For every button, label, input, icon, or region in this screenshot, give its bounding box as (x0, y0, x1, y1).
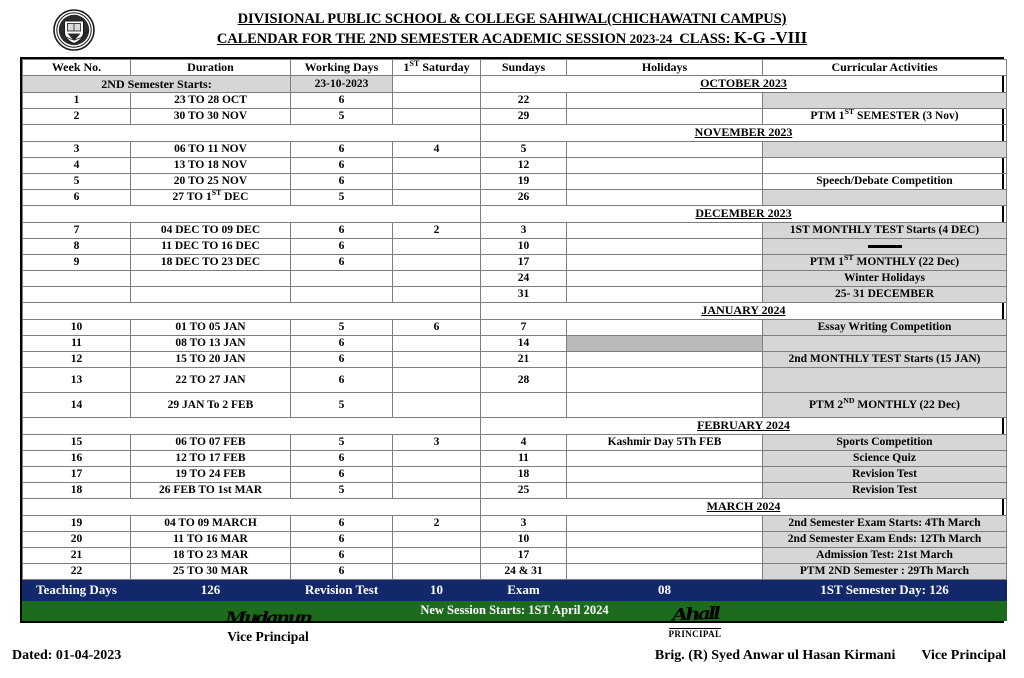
cell-duration: 29 JAN To 2 FEB (131, 393, 291, 418)
cell-working-days: 5 (291, 435, 393, 451)
cell-activity: 1ST MONTHLY TEST Starts (4 DEC) (763, 223, 1007, 239)
cell-activity: Revision Test (763, 483, 1007, 499)
cell-sundays: 31 (481, 287, 567, 303)
table-row (23, 435, 1007, 451)
document-header (0, 0, 1024, 56)
cell-holidays (567, 336, 763, 352)
cell-duration: 18 TO 23 MAR (131, 548, 291, 564)
cell-activity: PTM 2ND Semester : 29Th March (763, 564, 1007, 580)
footer-signatories (655, 648, 1006, 664)
title-block (0, 10, 1024, 48)
vice-principal-signature-block (178, 608, 358, 645)
cell-first-saturday: 2 (393, 223, 481, 239)
cell-week: 9 (23, 255, 131, 271)
cell-working-days: 6 (291, 93, 393, 109)
dated-label: Dated: 01-04-2023 (12, 648, 122, 663)
cell-week (23, 287, 131, 303)
signature-mark-icon: Mudanun (225, 608, 311, 628)
academic-session: 2023-24 (629, 31, 673, 46)
col-header-holidays: Holidays (567, 60, 763, 76)
summary-teaching-days-value: 126 (131, 580, 291, 601)
table-header (23, 60, 1007, 76)
month-separator-january (23, 303, 1007, 320)
cell-working-days: 6 (291, 352, 393, 368)
cell-first-saturday (393, 532, 481, 548)
cell-sundays: 11 (481, 451, 567, 467)
table-row (23, 158, 1007, 174)
cell-sundays: 10 (481, 239, 567, 255)
cell-working-days: 6 (291, 239, 393, 255)
summary-exam-value: 08 (567, 580, 763, 601)
class-value: K-G -VIII (733, 28, 808, 47)
cell-first-saturday (393, 174, 481, 190)
cell-activity: Sports Competition (763, 435, 1007, 451)
cell-week: 4 (23, 158, 131, 174)
table-row (23, 174, 1007, 190)
cell-first-saturday (393, 393, 481, 418)
cell-week: 2 (23, 109, 131, 125)
cell-working-days: 6 (291, 451, 393, 467)
cell-holidays (567, 255, 763, 271)
table-row (23, 467, 1007, 483)
cell-working-days: 6 (291, 368, 393, 393)
col-header-first-saturday: 1ST Saturday (393, 60, 481, 76)
school-name: DIVISIONAL PUBLIC SCHOOL & COLLEGE SAHIWAL(CHICHAWATNI CAMPUS) (237, 11, 787, 27)
cell-first-saturday (393, 109, 481, 125)
cell-working-days: 6 (291, 223, 393, 239)
cell-working-days: 5 (291, 109, 393, 125)
summary-revision-test-value: 10 (393, 580, 481, 601)
cell-week: 5 (23, 174, 131, 190)
calendar-subtitle (0, 29, 1024, 48)
cell-activity (763, 142, 1007, 158)
month-header-january: JANUARY 2024 (481, 303, 1007, 320)
cell-working-days: 6 (291, 516, 393, 532)
month-separator-december (23, 206, 1007, 223)
table-row (23, 516, 1007, 532)
cell-holidays (567, 287, 763, 303)
cell-first-saturday (393, 467, 481, 483)
cell-activity (763, 336, 1007, 352)
month-separator-march (23, 499, 1007, 516)
cell-activity: Winter Holidays (763, 271, 1007, 287)
cell-holidays (567, 158, 763, 174)
summary-first-semester-day: 1ST Semester Day: 126 (763, 580, 1007, 601)
cell-holidays (567, 271, 763, 287)
cell-holidays (567, 532, 763, 548)
cell-activity: Science Quiz (763, 451, 1007, 467)
cell-working-days (291, 271, 393, 287)
cell-duration: 25 TO 30 MAR (131, 564, 291, 580)
cell-sundays: 7 (481, 320, 567, 336)
cell-week: 7 (23, 223, 131, 239)
cell-holidays (567, 109, 763, 125)
document-footer (0, 602, 1024, 678)
month-header-november: NOVEMBER 2023 (481, 125, 1007, 142)
semester-start-spacer (393, 76, 481, 93)
cell-sundays: 3 (481, 223, 567, 239)
cell-activity: PTM 1ST MONTHLY (22 Dec) (763, 255, 1007, 271)
cell-first-saturday (393, 548, 481, 564)
cell-holidays (567, 483, 763, 499)
cell-activity: 2nd MONTHLY TEST Starts (15 JAN) (763, 352, 1007, 368)
cell-duration: 06 TO 11 NOV (131, 142, 291, 158)
cell-sundays: 26 (481, 190, 567, 206)
summary-revision-test-label: Revision Test (291, 580, 393, 601)
month-header-march: MARCH 2024 (481, 499, 1007, 516)
cell-duration: 11 DEC TO 16 DEC (131, 239, 291, 255)
semester-start-label: 2ND Semester Starts: (23, 76, 291, 93)
cell-holidays (567, 516, 763, 532)
cell-duration: 20 TO 25 NOV (131, 174, 291, 190)
cell-holidays (567, 548, 763, 564)
underline-mark-icon (868, 245, 902, 248)
principal-signature-mark-icon: Ahall (671, 602, 719, 625)
month-spacer (23, 418, 481, 435)
cell-first-saturday (393, 336, 481, 352)
cell-sundays: 12 (481, 158, 567, 174)
col-header-duration: Duration (131, 60, 291, 76)
cell-holidays (567, 142, 763, 158)
cell-sundays: 24 (481, 271, 567, 287)
cell-working-days: 6 (291, 564, 393, 580)
cell-working-days: 6 (291, 467, 393, 483)
cell-working-days: 5 (291, 320, 393, 336)
cell-working-days: 6 (291, 158, 393, 174)
cell-holidays (567, 393, 763, 418)
cell-first-saturday: 2 (393, 516, 481, 532)
cell-week (23, 271, 131, 287)
cell-first-saturday (393, 93, 481, 109)
new-session-text: New Session Starts: 1ST April 2024 (23, 601, 1007, 621)
cell-duration (131, 271, 291, 287)
cell-activity: Essay Writing Competition (763, 320, 1007, 336)
month-separator-november (23, 125, 1007, 142)
cell-duration (131, 287, 291, 303)
cell-sundays: 21 (481, 352, 567, 368)
cell-week: 22 (23, 564, 131, 580)
table-row (23, 142, 1007, 158)
table-row (23, 352, 1007, 368)
table-body (23, 76, 1007, 621)
cell-sundays: 19 (481, 174, 567, 190)
calendar-subtitle-main: CALENDAR FOR THE 2ND SEMESTER ACADEMIC SESSION (216, 31, 627, 47)
semester-start-date: 23-10-2023 (291, 76, 393, 93)
cell-activity: 2nd Semester Exam Starts: 4Th March (763, 516, 1007, 532)
cell-activity (763, 368, 1007, 393)
month-spacer (23, 206, 481, 223)
month-spacer (23, 303, 481, 320)
cell-activity: PTM 2ND MONTHLY (22 Dec) (763, 393, 1007, 418)
cell-duration: 01 TO 05 JAN (131, 320, 291, 336)
cell-activity (763, 190, 1007, 206)
principal-stamp-label: PRINCIPAL (668, 629, 722, 639)
cell-holidays (567, 564, 763, 580)
cell-duration: 06 TO 07 FEB (131, 435, 291, 451)
vice-principal-name: Vice Principal (921, 648, 1006, 663)
table-row (23, 548, 1007, 564)
cell-duration: 19 TO 24 FEB (131, 467, 291, 483)
cell-sundays: 3 (481, 516, 567, 532)
table-row (23, 287, 1007, 303)
cell-first-saturday (393, 271, 481, 287)
cell-holidays (567, 368, 763, 393)
table-row (23, 271, 1007, 287)
cell-sundays: 4 (481, 435, 567, 451)
cell-activity: Revision Test (763, 467, 1007, 483)
cell-sundays: 14 (481, 336, 567, 352)
cell-first-saturday: 6 (393, 320, 481, 336)
cell-week: 16 (23, 451, 131, 467)
cell-sundays: 24 & 31 (481, 564, 567, 580)
summary-row (23, 580, 1007, 601)
col-header-sundays: Sundays (481, 60, 567, 76)
vice-principal-caption: Vice Principal (227, 629, 309, 644)
cell-activity: 25- 31 DECEMBER (763, 287, 1007, 303)
month-header-february: FEBRUARY 2024 (481, 418, 1007, 435)
cell-week: 20 (23, 532, 131, 548)
table-row (23, 393, 1007, 418)
cell-sundays: 28 (481, 368, 567, 393)
cell-first-saturday (393, 368, 481, 393)
cell-duration: 27 TO 1ST DEC (131, 190, 291, 206)
cell-duration: 04 TO 09 MARCH (131, 516, 291, 532)
cell-first-saturday (393, 255, 481, 271)
cell-duration: 08 TO 13 JAN (131, 336, 291, 352)
cell-holidays (567, 451, 763, 467)
col-header-working-days: Working Days (291, 60, 393, 76)
month-spacer (23, 499, 481, 516)
cell-first-saturday (393, 451, 481, 467)
cell-duration: 26 FEB TO 1st MAR (131, 483, 291, 499)
month-header-december: DECEMBER 2023 (481, 206, 1007, 223)
table-row (23, 368, 1007, 393)
table-row (23, 483, 1007, 499)
cell-week: 8 (23, 239, 131, 255)
cell-working-days: 6 (291, 548, 393, 564)
month-separator-february (23, 418, 1007, 435)
cell-duration: 15 TO 20 JAN (131, 352, 291, 368)
cell-first-saturday: 4 (393, 142, 481, 158)
col-header-curricular-activities: Curricular Activities (763, 60, 1007, 76)
cell-first-saturday (393, 158, 481, 174)
cell-holidays (567, 352, 763, 368)
cell-holidays (567, 239, 763, 255)
cell-activity (763, 239, 1007, 255)
cell-holidays (567, 320, 763, 336)
summary-teaching-days-label: Teaching Days (23, 580, 131, 601)
cell-duration: 12 TO 17 FEB (131, 451, 291, 467)
cell-duration: 04 DEC TO 09 DEC (131, 223, 291, 239)
cell-working-days: 5 (291, 393, 393, 418)
table-row (23, 532, 1007, 548)
cell-duration: 22 TO 27 JAN (131, 368, 291, 393)
cell-working-days: 5 (291, 483, 393, 499)
cell-sundays: 25 (481, 483, 567, 499)
cell-activity: Speech/Debate Competition (763, 174, 1007, 190)
cell-working-days: 6 (291, 174, 393, 190)
cell-week: 18 (23, 483, 131, 499)
table-row (23, 336, 1007, 352)
cell-activity: PTM 1ST SEMESTER (3 Nov) (763, 109, 1007, 125)
cell-duration: 11 TO 16 MAR (131, 532, 291, 548)
cell-holidays (567, 467, 763, 483)
cell-first-saturday (393, 287, 481, 303)
cell-working-days: 6 (291, 255, 393, 271)
cell-holidays (567, 93, 763, 109)
cell-activity: 2nd Semester Exam Ends: 12Th March (763, 532, 1007, 548)
table-row (23, 239, 1007, 255)
cell-week: 19 (23, 516, 131, 532)
cell-duration: 23 TO 28 OCT (131, 93, 291, 109)
summary-exam-label: Exam (481, 580, 567, 601)
academic-calendar-table (22, 59, 1007, 621)
table-row (23, 564, 1007, 580)
principal-signature-block (600, 604, 790, 642)
table-row (23, 93, 1007, 109)
cell-holidays (567, 223, 763, 239)
cell-first-saturday (393, 352, 481, 368)
cell-activity (763, 93, 1007, 109)
cell-activity (763, 158, 1007, 174)
cell-week: 10 (23, 320, 131, 336)
cell-week: 6 (23, 190, 131, 206)
cell-working-days: 6 (291, 532, 393, 548)
cell-week: 11 (23, 336, 131, 352)
cell-week: 13 (23, 368, 131, 393)
month-header-october: OCTOBER 2023 (481, 76, 1007, 93)
semester-start-row (23, 76, 1007, 93)
cell-sundays: 10 (481, 532, 567, 548)
cell-week: 21 (23, 548, 131, 564)
cell-holidays: Kashmir Day 5Th FEB (567, 435, 763, 451)
cell-week: 17 (23, 467, 131, 483)
cell-working-days (291, 287, 393, 303)
cell-first-saturday (393, 564, 481, 580)
cell-holidays (567, 174, 763, 190)
cell-activity: Admission Test: 21st March (763, 548, 1007, 564)
cell-duration: 18 DEC TO 23 DEC (131, 255, 291, 271)
class-label: CLASS: (679, 31, 731, 47)
cell-first-saturday (393, 239, 481, 255)
table-row (23, 223, 1007, 239)
cell-holidays (567, 190, 763, 206)
cell-week: 1 (23, 93, 131, 109)
cell-duration: 13 TO 18 NOV (131, 158, 291, 174)
cell-week: 15 (23, 435, 131, 451)
principal-name: Brig. (R) Syed Anwar ul Hasan Kirmani (654, 648, 896, 663)
cell-week: 14 (23, 393, 131, 418)
cell-sundays: 22 (481, 93, 567, 109)
academic-calendar-table-container (20, 57, 1004, 623)
col-header-week: Week No. (23, 60, 131, 76)
month-spacer (23, 125, 481, 142)
table-row (23, 190, 1007, 206)
table-row (23, 451, 1007, 467)
cell-first-saturday (393, 483, 481, 499)
table-row (23, 320, 1007, 336)
cell-sundays: 17 (481, 255, 567, 271)
header-row (23, 60, 1007, 76)
cell-week: 12 (23, 352, 131, 368)
table-row (23, 255, 1007, 271)
cell-week: 3 (23, 142, 131, 158)
cell-first-saturday (393, 190, 481, 206)
table-row (23, 109, 1007, 125)
cell-sundays: 18 (481, 467, 567, 483)
cell-working-days: 6 (291, 142, 393, 158)
cell-duration: 30 TO 30 NOV (131, 109, 291, 125)
cell-first-saturday: 3 (393, 435, 481, 451)
cell-working-days: 5 (291, 190, 393, 206)
cell-working-days: 6 (291, 336, 393, 352)
cell-sundays: 17 (481, 548, 567, 564)
cell-sundays: 29 (481, 109, 567, 125)
cell-sundays: 5 (481, 142, 567, 158)
cell-sundays (481, 393, 567, 418)
